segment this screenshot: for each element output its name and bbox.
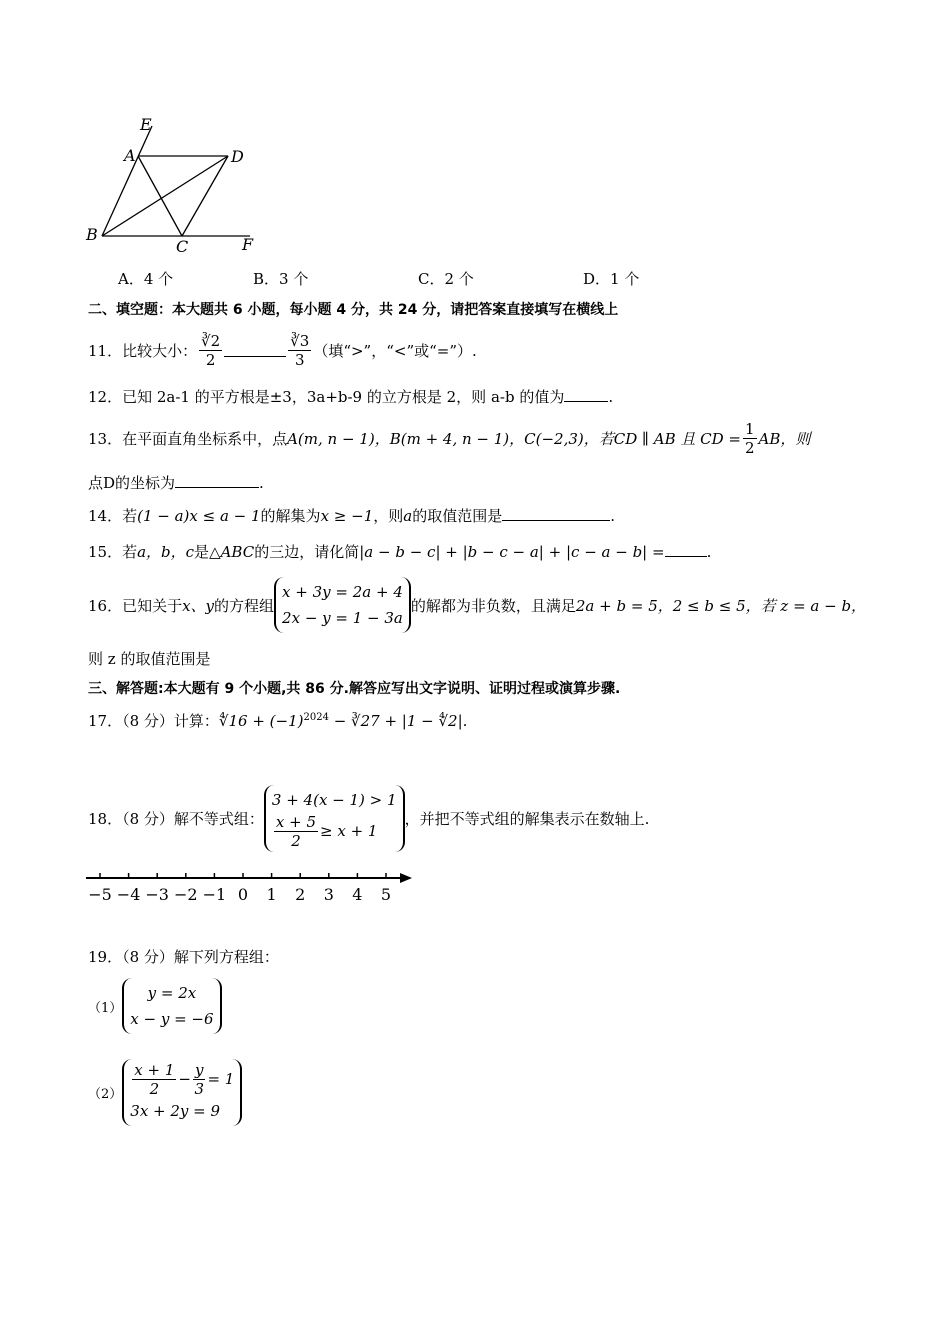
q13-point-c: C(−2,3)，若	[524, 429, 614, 448]
q16-xy: x、y	[182, 596, 215, 615]
q15-vars: a，b，c	[137, 543, 195, 561]
label-A: A	[124, 146, 136, 165]
q11-prefix: 11．比较大小：	[88, 341, 198, 360]
q11-left-fraction: $\frac{∛2}{2}$	[201, 331, 221, 369]
option-d: D．1 个	[583, 270, 640, 288]
q12-end: .	[608, 388, 614, 406]
q18-eq1: 3 + 4(x − 1) > 1	[271, 790, 397, 809]
q17-expr: ∜16 + (−1)	[218, 712, 304, 730]
question-13-line2	[88, 472, 264, 493]
q16-eq1: x + 3y = 2a + 4	[282, 583, 403, 601]
question-12	[88, 386, 613, 407]
section-3-heading: 三、解答题:本大题有 9 个小题,共 86 分.解答应写出文字说明、证明过程或演算步骤.	[88, 681, 621, 697]
q14-end: .	[610, 507, 616, 525]
q18-eq2: $\frac{x + 5}{2}$ ≥ x + 1	[275, 812, 378, 850]
label-D: D	[231, 147, 244, 166]
q16-condition: 2a + b = 5，2 ≤ b ≤ 5，若 z = a − b，	[575, 596, 867, 615]
number-line-label: 1	[266, 885, 277, 904]
q13-answer-blank[interactable]	[175, 475, 259, 488]
q15-a: 15．若	[88, 543, 138, 561]
question-14	[88, 505, 615, 526]
q14-avar: a	[403, 507, 413, 525]
q14-a: 14．若	[88, 507, 138, 525]
number-line-label: −3	[145, 885, 169, 904]
number-line-label: 0	[237, 885, 249, 904]
q14-x: x ≥ −1	[320, 507, 374, 525]
q15-expr: |a − b − c| + |b − c − a| + |c − a − b| =	[359, 543, 665, 561]
q19-part1	[88, 976, 222, 1036]
q17-expr2: − ∛27 + |1 − ∜2|.	[328, 712, 468, 730]
q19-part2-label: （2）	[88, 1086, 123, 1102]
question-11	[88, 328, 477, 372]
q13-point-a: A(m, n − 1)，	[287, 429, 390, 448]
q18-system	[264, 785, 405, 852]
option-b: B．3 个	[253, 270, 309, 288]
q13-condition: CD ∥ AB 且 CD =	[613, 429, 741, 448]
arrow-right-icon	[400, 873, 412, 883]
question-19: 19．（8 分）解下列方程组：	[88, 948, 279, 966]
option-a: A．4 个	[118, 270, 174, 288]
label-E: E	[140, 115, 152, 134]
question-17	[88, 710, 467, 731]
q19-part1-eq2: x − y = −6	[130, 1010, 214, 1028]
number-line-label: 5	[380, 885, 392, 904]
q14-d: 的取值范围是	[412, 507, 503, 525]
line-BD	[102, 156, 228, 236]
q16-c: 的解都为非负数，且满足	[410, 596, 576, 615]
q15-end: .	[706, 543, 712, 561]
q15-b: 是	[194, 543, 210, 561]
q14-expr: (1 − a)x ≤ a − 1	[137, 507, 261, 525]
question-13	[88, 418, 810, 458]
line-DC	[182, 156, 228, 236]
q16-b: 的方程组	[214, 596, 275, 615]
question-18	[88, 772, 649, 864]
line-AC	[138, 156, 182, 236]
q13-end: .	[259, 474, 264, 492]
q19-part2	[88, 1048, 242, 1136]
label-F: F	[242, 235, 254, 254]
q13-line2-text: 点D的坐标为	[88, 474, 176, 492]
question-15	[88, 541, 711, 562]
q13-intro: 13．在平面直角坐标系中，点	[88, 429, 288, 448]
q14-c: ，则	[373, 507, 404, 525]
number-line-label: −1	[202, 885, 227, 904]
q13-tail: AB，则	[758, 429, 811, 448]
q16-system	[274, 577, 411, 633]
q15-triangle: △ABC	[209, 543, 255, 561]
q15-c: 的三边，请化简	[254, 543, 360, 561]
number-line-label: 2	[295, 885, 306, 904]
label-C: C	[176, 237, 189, 256]
q19-part1-label: （1）	[88, 1000, 123, 1016]
label-B: B	[86, 225, 98, 244]
number-line[interactable]	[86, 868, 416, 908]
number-line-label: −2	[174, 885, 198, 904]
q19-part2-system	[122, 1059, 242, 1126]
q12-answer-blank[interactable]	[564, 389, 608, 402]
q14-b: 的解集为	[260, 507, 321, 525]
q13-half: $\frac{1}{2}$	[744, 419, 755, 457]
section-2-heading: 二、填空题：本大题共 6 小题，每小题 4 分，共 24 分，请把答案直接填写在横线上	[88, 302, 619, 318]
number-line-label: 4	[352, 885, 363, 904]
q18-text: 18．（8 分）解不等式组：	[88, 809, 264, 828]
q14-answer-blank[interactable]	[502, 508, 610, 521]
q17-exponent: 2024	[303, 712, 329, 723]
q18-suffix: ，并把不等式组的解集表示在数轴上.	[404, 809, 650, 828]
question-16	[88, 574, 866, 636]
geometry-figure	[80, 110, 280, 260]
q15-answer-blank[interactable]	[665, 544, 707, 557]
question-16-line2: 则 z 的取值范围是	[88, 650, 211, 668]
q12-text: 12．已知 2a-1 的平方根是±3，3a+b-9 的立方根是 2，则 a-b 的值为	[88, 388, 565, 406]
q17-text: 17．（8 分）计算：	[88, 712, 219, 730]
q19-part1-eq1: y = 2x	[147, 984, 197, 1002]
q19-part2-eq1: $\frac{x + 1}{2}$ − $\frac{y}{3}$ = 1	[134, 1060, 235, 1098]
q16-eq2: 2x − y = 1 − 3a	[282, 609, 403, 627]
q19-part2-eq2: 3x + 2y = 9	[130, 1101, 221, 1120]
q16-a: 16．已知关于	[88, 596, 183, 615]
q11-answer-blank[interactable]	[224, 344, 286, 357]
q11-right-fraction: $\frac{∛3}{3}$	[290, 331, 310, 369]
number-line-label: −4	[116, 885, 141, 904]
number-line-label: −5	[88, 885, 112, 904]
q13-point-b: B(m + 4, n − 1)，	[389, 429, 525, 448]
option-c: C．2 个	[418, 270, 474, 288]
q19-part1-system	[122, 978, 221, 1034]
q11-suffix: （填“>”，“<”或“=”）.	[313, 341, 477, 360]
number-line-label: 3	[323, 885, 334, 904]
